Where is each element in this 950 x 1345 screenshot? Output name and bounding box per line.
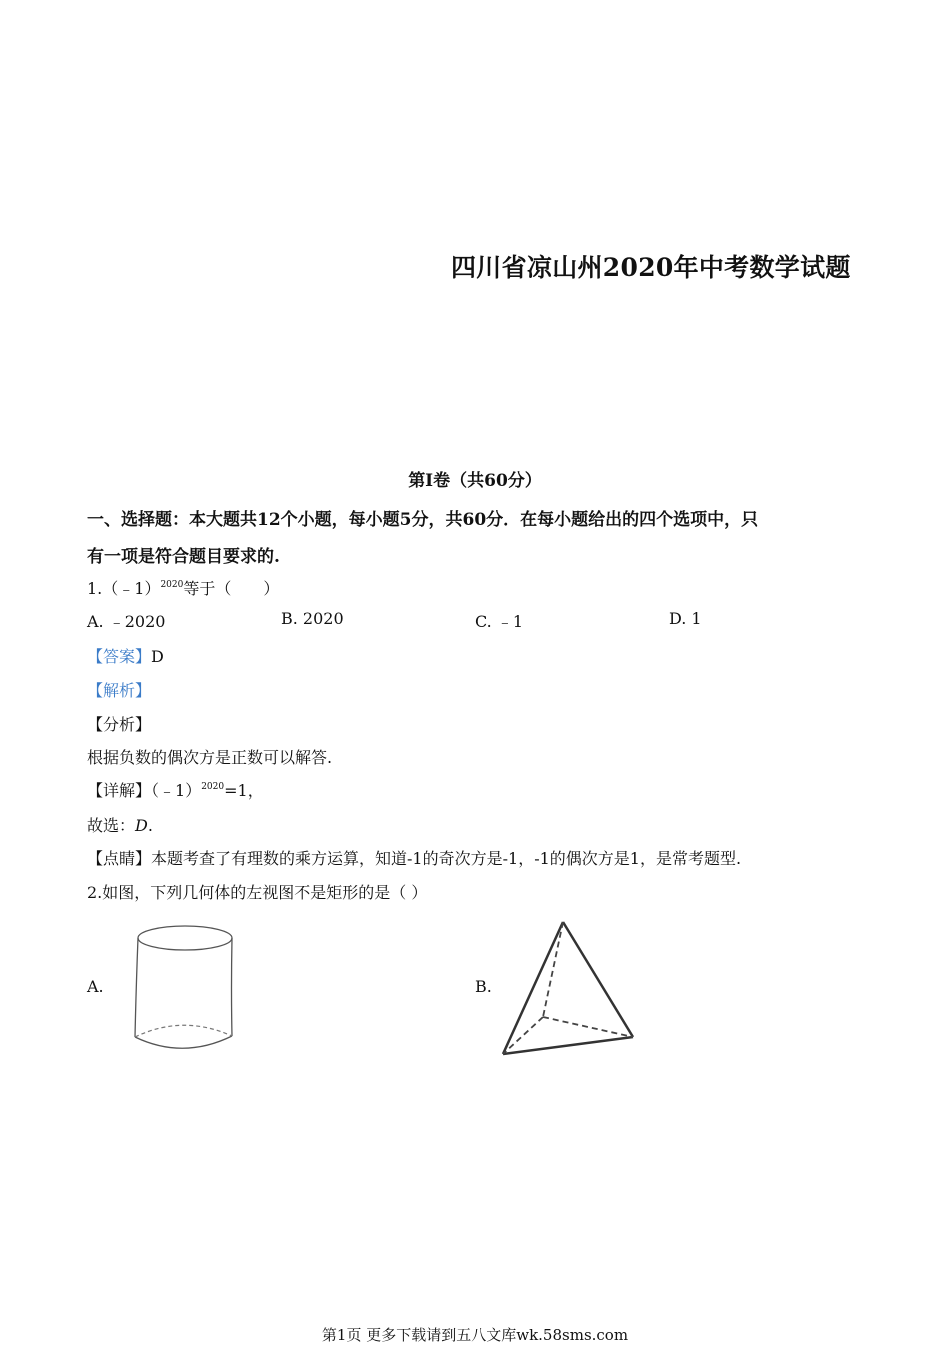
choice-prefix: 故选： (87, 816, 136, 835)
detail-tail: =1， (224, 781, 264, 800)
instructions-line-2: 有一项是符合题目要求的. (87, 547, 280, 567)
choice-suffix: . (147, 816, 153, 835)
tetrahedron-figure (495, 912, 645, 1062)
q2-stem: 2.如图，下列几何体的左视图不是矩形的是（ ） (87, 883, 428, 902)
fenxi-text: 根据负数的偶次方是正数可以解答. (87, 748, 333, 767)
comment-tag: 【点睛】 (87, 849, 152, 868)
q2-option-b-label: B. (475, 977, 492, 996)
q1-option-b: B. 2020 (281, 609, 344, 628)
choice-value: D (135, 816, 148, 835)
cylinder-figure (125, 920, 245, 1060)
q2-option-a-label: A. (87, 977, 104, 996)
q1-stem (87, 576, 279, 599)
answer-value: D (151, 647, 164, 666)
answer-tag: 【答案】 (87, 647, 152, 666)
detail-base: （﹣1） (151, 781, 202, 800)
q1-stem-base: 1.（﹣1） (87, 579, 161, 598)
q1-answer (87, 644, 164, 667)
comment-line (87, 846, 741, 869)
instructions-line-1: 一、选择题：本大题共12个小题，每小题5分，共60分．在每小题给出的四个选项中，只 (87, 510, 759, 530)
analysis-tag: 【解析】 (87, 681, 152, 700)
detail-tag: 【详解】 (87, 781, 152, 800)
page-footer: 第1页 更多下载请到五八文库wk.58sms.com (321, 1326, 629, 1344)
q1-stem-exponent: 2020 (160, 580, 184, 590)
comment-text: 本题考查了有理数的乘方运算，知道-1的奇次方是-1，-1的偶次方是1，是常考题型. (151, 849, 742, 868)
choice-line (87, 813, 153, 836)
q1-stem-tail: 等于（ ） (183, 579, 280, 598)
fenxi-tag: 【分析】 (87, 715, 152, 734)
section-heading: 第Ⅰ卷（共60分） (408, 471, 542, 491)
q1-option-c: C. ﹣1 (475, 612, 524, 631)
detail-line (87, 778, 264, 801)
page-title: 四川省凉山州2020年中考数学试题 (451, 253, 851, 282)
q1-option-a: A. ﹣2020 (87, 612, 166, 631)
detail-exponent: 2020 (201, 782, 225, 792)
q1-option-d: D. 1 (669, 609, 702, 628)
